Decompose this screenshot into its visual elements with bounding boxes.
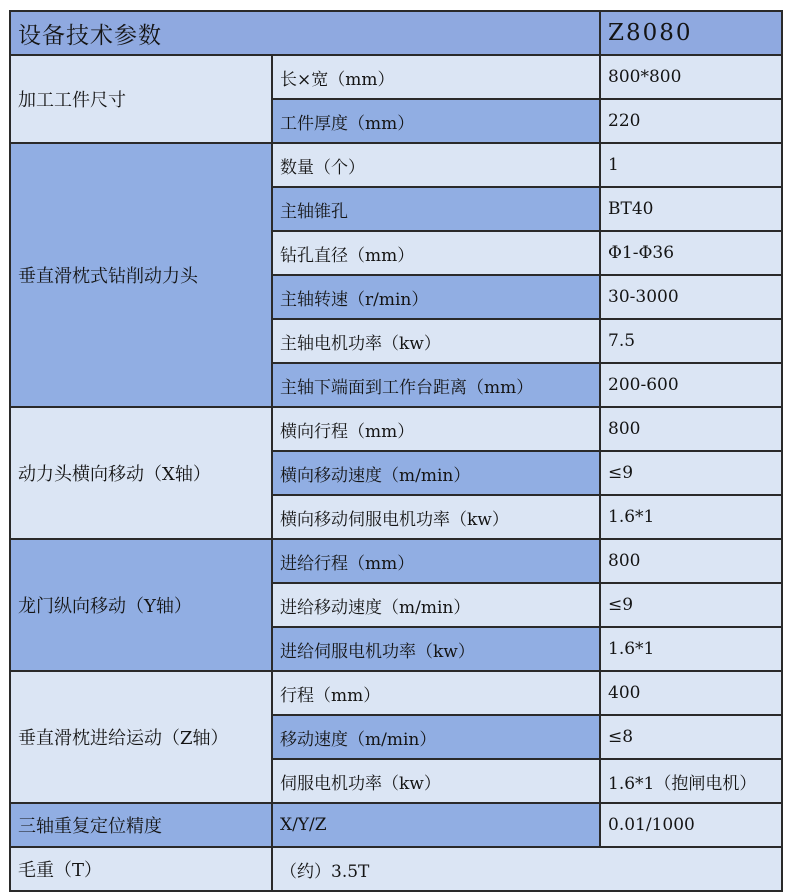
table-title: 设备技术参数	[10, 11, 600, 55]
value-cell: 0.01/1000	[600, 803, 782, 847]
param-cell: 钻孔直径（mm）	[272, 231, 600, 275]
param-cell: 主轴下端面到工作台距离（mm）	[272, 363, 600, 407]
value-cell: 1.6*1（抱闸电机）	[600, 759, 782, 803]
value-cell: 1.6*1	[600, 495, 782, 539]
param-cell: 横向移动速度（m/min）	[272, 451, 600, 495]
value-cell: 800	[600, 407, 782, 451]
param-cell: 数量（个）	[272, 143, 600, 187]
table-row	[10, 803, 782, 847]
value-cell: BT40	[600, 187, 782, 231]
spec-table	[9, 10, 783, 892]
table-row	[10, 143, 782, 187]
table-row	[10, 407, 782, 451]
param-cell: 进给移动速度（m/min）	[272, 583, 600, 627]
param-cell: 进给伺服电机功率（kw）	[272, 627, 600, 671]
param-cell: 主轴锥孔	[272, 187, 600, 231]
model-name: Z8080	[600, 11, 782, 55]
param-cell: 进给行程（mm）	[272, 539, 600, 583]
category-cell: 动力头横向移动（X轴）	[10, 407, 272, 539]
category-cell: 垂直滑枕进给运动（Z轴）	[10, 671, 272, 803]
param-cell: 行程（mm）	[272, 671, 600, 715]
value-cell: Φ1-Φ36	[600, 231, 782, 275]
param-cell: 移动速度（m/min）	[272, 715, 600, 759]
value-cell: （约）3.5T	[272, 847, 782, 891]
table-row	[10, 847, 782, 891]
param-cell: 主轴电机功率（kw）	[272, 319, 600, 363]
value-cell: 200-600	[600, 363, 782, 407]
value-cell: 1.6*1	[600, 627, 782, 671]
category-cell: 三轴重复定位精度	[10, 803, 272, 847]
value-cell: 1	[600, 143, 782, 187]
table-row	[10, 55, 782, 99]
value-cell: 800	[600, 539, 782, 583]
param-cell: 伺服电机功率（kw）	[272, 759, 600, 803]
value-cell: ≤9	[600, 583, 782, 627]
param-cell: X/Y/Z	[272, 803, 600, 847]
param-cell: 长×宽（mm）	[272, 55, 600, 99]
value-cell: 30-3000	[600, 275, 782, 319]
param-cell: 主轴转速（r/min）	[272, 275, 600, 319]
value-cell: 800*800	[600, 55, 782, 99]
header-row	[10, 11, 782, 55]
category-cell: 毛重（T）	[10, 847, 272, 891]
value-cell: ≤8	[600, 715, 782, 759]
value-cell: 400	[600, 671, 782, 715]
table-row	[10, 539, 782, 583]
category-cell: 垂直滑枕式钻削动力头	[10, 143, 272, 407]
value-cell: ≤9	[600, 451, 782, 495]
value-cell: 7.5	[600, 319, 782, 363]
value-cell: 220	[600, 99, 782, 143]
param-cell: 横向行程（mm）	[272, 407, 600, 451]
category-cell: 龙门纵向移动（Y轴）	[10, 539, 272, 671]
category-cell: 加工工件尺寸	[10, 55, 272, 143]
param-cell: 横向移动伺服电机功率（kw）	[272, 495, 600, 539]
table-row	[10, 671, 782, 715]
param-cell: 工件厚度（mm）	[272, 99, 600, 143]
